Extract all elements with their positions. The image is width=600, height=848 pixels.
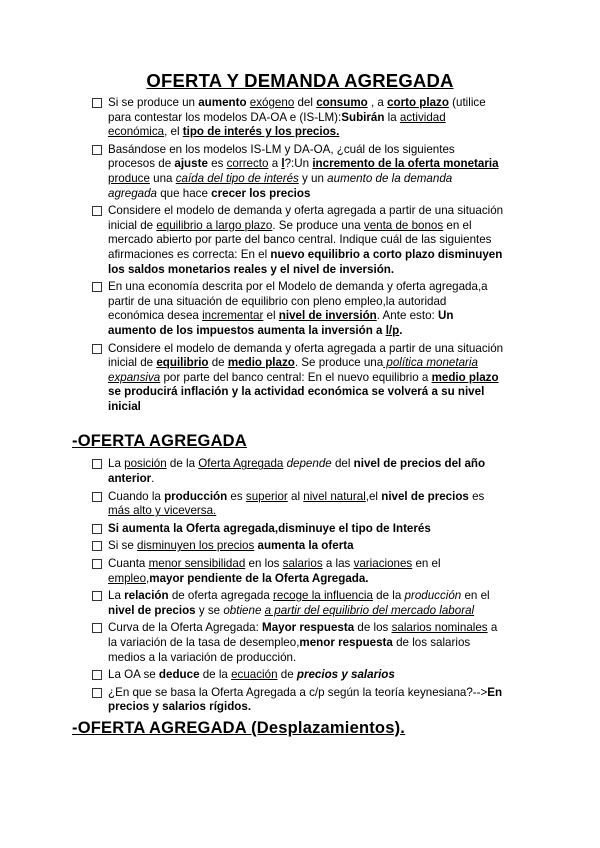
text-run: producción bbox=[164, 489, 228, 503]
text-run: la bbox=[384, 110, 400, 124]
checkbox-icon[interactable] bbox=[92, 206, 102, 216]
checkbox-icon[interactable] bbox=[92, 541, 102, 551]
text-run: equilibrio a largo plazo bbox=[156, 218, 273, 232]
text-run: menor respuesta bbox=[299, 636, 393, 649]
text-run: . Ante esto: bbox=[376, 309, 438, 323]
text-run: nuevo equilibrio a corto plazo disminuyen los saldos monetarios reales y el nivel de inversión. bbox=[108, 247, 503, 276]
text-run: produce bbox=[108, 171, 150, 185]
text-run: exógeno bbox=[249, 96, 295, 109]
checkbox-icon[interactable] bbox=[92, 492, 102, 502]
text-run: Cuando la bbox=[108, 489, 165, 503]
checkbox-icon[interactable] bbox=[92, 98, 102, 108]
text-run: precios y salarios bbox=[296, 668, 395, 682]
text-run: y un bbox=[298, 171, 328, 185]
text-run: ¿En que se basa la Oferta Agregada a c/p según la teoría keynesiana?--> bbox=[108, 685, 488, 699]
checkbox-icon[interactable] bbox=[92, 623, 102, 633]
checklist-item bbox=[0, 490, 600, 519]
checkbox-icon[interactable] bbox=[92, 344, 102, 354]
checkbox-icon[interactable] bbox=[92, 670, 102, 680]
text-run: de la bbox=[372, 589, 405, 603]
checklist-item bbox=[0, 143, 600, 201]
text-run: nivel de inversión bbox=[278, 309, 377, 323]
text-run: a partir del equilibrio del mercado laboral bbox=[264, 603, 475, 617]
checklist-item bbox=[0, 280, 600, 338]
text-run: que hace bbox=[157, 186, 212, 200]
text-run: crecer los precios bbox=[211, 186, 311, 200]
text-run: por parte del banco central: En el nuevo equilibrio a bbox=[160, 370, 432, 384]
text-run: medio plazo bbox=[431, 370, 499, 384]
text-run: . Se produce una bbox=[272, 218, 364, 232]
checklist-item bbox=[0, 589, 600, 618]
text-run: en los bbox=[245, 557, 283, 571]
text-run: Considere el modelo de demanda y oferta agregada a partir de una situación inicial de bbox=[108, 204, 504, 232]
text-run: equilibrio bbox=[156, 356, 209, 370]
checkbox-icon[interactable] bbox=[92, 524, 102, 534]
text-run: actividad económica bbox=[108, 110, 446, 139]
checkbox-icon[interactable] bbox=[92, 559, 102, 569]
text-run: menor sensibilidad bbox=[148, 557, 246, 571]
checkbox-icon[interactable] bbox=[92, 145, 102, 155]
text-run: disminuyen los precios bbox=[137, 539, 255, 553]
page-title: OFERTA Y DEMANDA AGREGADA bbox=[146, 70, 454, 91]
text-run: es bbox=[468, 489, 485, 503]
text-run: y se bbox=[195, 603, 224, 617]
text-run: , a bbox=[367, 96, 388, 109]
text-run: a la variación de la tasa de desempleo, bbox=[108, 621, 498, 649]
text-run: ?:Un bbox=[284, 157, 313, 171]
section-heading-desplazamientos bbox=[72, 719, 600, 738]
text-run: deduce bbox=[158, 668, 200, 682]
checklist-item bbox=[0, 457, 600, 486]
text-run: Un aumento de los impuestos aumenta la inversión a bbox=[108, 309, 454, 337]
text-run: . bbox=[151, 472, 155, 486]
text-run: . Se produce una bbox=[294, 356, 384, 370]
text-run: es bbox=[207, 157, 227, 171]
text-run: de la bbox=[166, 457, 199, 471]
text-run: salarios nominales bbox=[391, 621, 488, 635]
text-run: de oferta agregada bbox=[168, 589, 274, 603]
text-run: En precios y salarios rígidos. bbox=[108, 685, 503, 714]
checklist-item bbox=[0, 539, 600, 554]
text-run: , bbox=[146, 571, 150, 585]
text-run: posición bbox=[124, 457, 167, 471]
text-run: salarios bbox=[282, 557, 323, 571]
text-run: aumenta la oferta bbox=[257, 539, 354, 553]
section-heading-desplazamientos-text: -OFERTA AGREGADA (Desplazamientos) bbox=[72, 718, 401, 737]
text-run: en el bbox=[461, 589, 490, 603]
text-run: a bbox=[268, 157, 282, 171]
checkbox-icon[interactable] bbox=[92, 591, 102, 601]
text-run: l/p bbox=[385, 323, 400, 337]
checklist-item bbox=[0, 342, 600, 415]
text-run: ajuste bbox=[174, 157, 208, 171]
text-run: caída del tipo de interés bbox=[175, 171, 299, 185]
text-run: incrementar bbox=[202, 309, 264, 323]
text-run: nivel de precios bbox=[108, 603, 196, 617]
text-run: Subirán bbox=[341, 110, 385, 124]
text-run: variaciones bbox=[353, 557, 413, 571]
text-run: corto plazo bbox=[387, 96, 449, 109]
text-run: consumo bbox=[316, 96, 368, 109]
section-1-list bbox=[0, 96, 600, 414]
text-run: del bbox=[331, 457, 354, 471]
text-run: correcto bbox=[226, 157, 269, 171]
text-run: nivel de precios del año anterior bbox=[108, 457, 486, 486]
checklist-item bbox=[0, 96, 600, 140]
text-run: empleo bbox=[108, 571, 147, 585]
text-run: de los bbox=[354, 621, 392, 635]
text-run: En una economía descrita por el Modelo de demanda y oferta agregada,a partir de una situación de equilibrio con pleno empleo,la autoridad económica desea bbox=[108, 280, 488, 323]
text-run: ecuación bbox=[231, 668, 278, 682]
text-run: venta de bonos bbox=[363, 218, 444, 232]
text-run: incremento de la oferta monetaria bbox=[312, 157, 499, 171]
text-run: (utilice para contestar los modelos DA-OA e (IS-LM): bbox=[108, 96, 486, 124]
text-run: La OA se bbox=[108, 668, 159, 682]
text-run: Curva de la Oferta Agregada: bbox=[108, 621, 263, 635]
text-run: se producirá inflación y la actividad económica se volverá a su nivel inicial bbox=[108, 385, 485, 413]
text-run: nivel natural bbox=[303, 489, 366, 503]
text-run: a las bbox=[322, 557, 354, 571]
text-run: del bbox=[294, 96, 317, 109]
text-run: La bbox=[108, 457, 125, 471]
text-run: aumento bbox=[198, 96, 247, 109]
text-run: Si se produce un bbox=[108, 96, 199, 109]
text-run: en el mercado abierto por parte del banco central. Indique cuál de las siguientes afirmaciones es correcta: En el bbox=[108, 218, 492, 261]
text-run: Si aumenta la Oferta agregada,disminuye el tipo de Interés bbox=[108, 521, 431, 535]
text-run: nivel de precios bbox=[381, 489, 469, 503]
text-run: ,el bbox=[365, 489, 382, 503]
checklist-item bbox=[0, 686, 600, 715]
text-run: de bbox=[277, 668, 297, 682]
text-run: l bbox=[281, 157, 285, 171]
text-run: superior bbox=[245, 489, 288, 503]
text-run: es bbox=[227, 489, 246, 503]
section-heading-suffix: . bbox=[400, 718, 406, 737]
text-run: mayor pendiente de la Oferta Agregada. bbox=[149, 571, 369, 585]
text-run: en el bbox=[412, 557, 441, 571]
text-run: obtiene bbox=[223, 603, 262, 617]
text-run: el bbox=[263, 309, 279, 323]
text-run: Basándose en los modelos IS-LM y DA-OA, ¿cuál de los siguientes procesos de bbox=[108, 142, 455, 171]
text-run: más alto y viceversa. bbox=[108, 504, 217, 518]
text-run: La bbox=[108, 589, 125, 603]
text-run: . bbox=[399, 323, 403, 337]
checklist-item bbox=[0, 204, 600, 277]
text-run: recoge la influencia bbox=[273, 589, 373, 603]
text-run: Si se bbox=[108, 539, 137, 553]
text-run: política monetaria expansiva bbox=[108, 356, 478, 384]
checklist-item bbox=[0, 621, 600, 665]
text-run: depende bbox=[286, 457, 332, 471]
text-run: tipo de interés y los precios. bbox=[182, 125, 340, 139]
text-run: , el bbox=[164, 125, 183, 139]
checkbox-icon[interactable] bbox=[92, 688, 102, 698]
text-run: de bbox=[208, 356, 228, 370]
section-heading-oferta-agregada: -OFERTA AGREGADA bbox=[72, 432, 247, 451]
checklist-item bbox=[0, 522, 600, 537]
text-run: producción bbox=[404, 589, 462, 603]
text-run: Oferta Agregada bbox=[198, 457, 284, 471]
section-2-list bbox=[0, 457, 600, 715]
checkbox-icon[interactable] bbox=[92, 459, 102, 469]
checkbox-icon[interactable] bbox=[92, 282, 102, 292]
text-run: medio plazo bbox=[227, 356, 295, 370]
text-run: de la bbox=[199, 668, 232, 682]
text-run: de los salarios medios a la variación de producción. bbox=[108, 636, 471, 664]
text-run: Mayor respuesta bbox=[262, 621, 355, 635]
text-run: aumento de la demanda agregada bbox=[108, 171, 453, 200]
text-run: Cuanta bbox=[108, 557, 149, 571]
checklist-item bbox=[0, 668, 600, 683]
checklist-item bbox=[0, 557, 600, 586]
text-run: al bbox=[287, 489, 304, 503]
text-run: una bbox=[149, 171, 176, 185]
text-run: Considere el modelo de demanda y oferta agregada a partir de una situación inicial de bbox=[108, 341, 504, 370]
text-run: relación bbox=[124, 589, 169, 603]
